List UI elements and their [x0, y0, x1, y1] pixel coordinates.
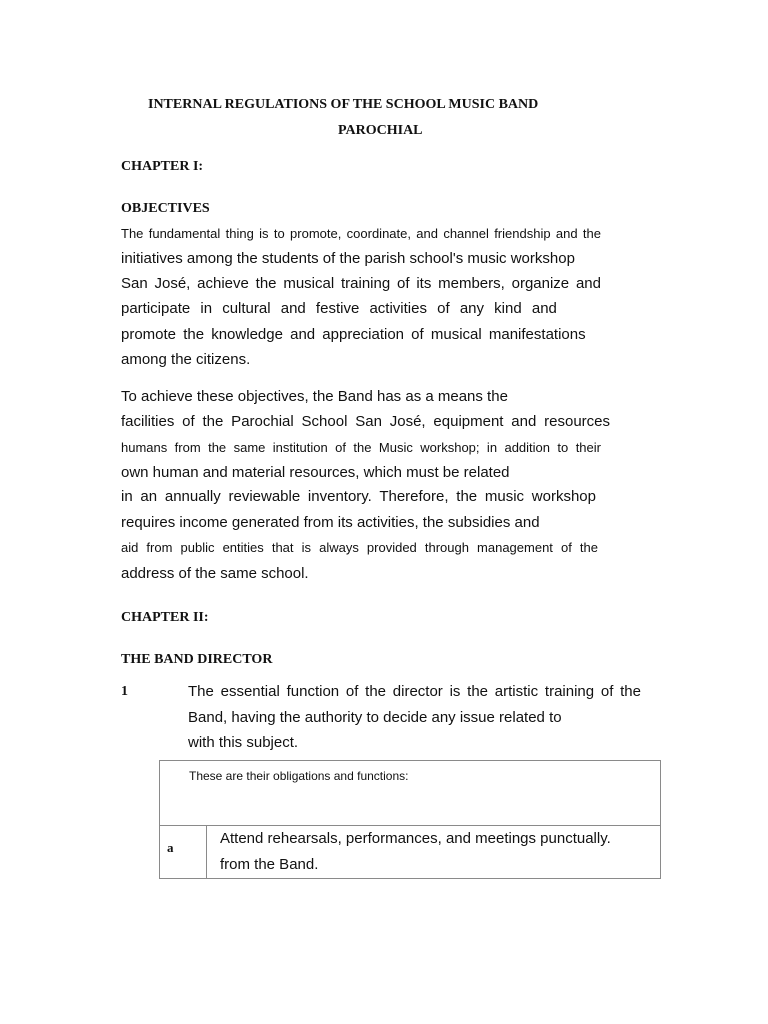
row-text-line: from the Band. [220, 856, 319, 873]
row-text-line: Attend rehearsals, performances, and meetings punctually. [220, 830, 611, 847]
obligations-header-text: These are their obligations and functions: [189, 769, 409, 783]
item-line: Band, having the authority to decide any issue related to [188, 709, 562, 726]
obligations-table [159, 760, 661, 879]
paragraph-line: humans from the same institution of the Music workshop; in addition to their [121, 440, 601, 455]
paragraph-line: own human and material resources, which must be related [121, 464, 510, 481]
paragraph-line: promote the knowledge and appreciation of musical manifestations [121, 326, 586, 343]
item-line: The essential function of the director is the artistic training of the [188, 683, 641, 700]
paragraph-line: initiatives among the students of the parish school's music workshop [121, 250, 575, 267]
table-row [160, 826, 661, 879]
chapter-1-heading: OBJECTIVES [121, 201, 210, 216]
paragraph-line: participate in cultural and festive activities of any kind and [121, 300, 557, 317]
paragraph-line: among the citizens. [121, 351, 251, 368]
obligations-table-header [160, 761, 661, 826]
paragraph-line: The fundamental thing is to promote, coordinate, and channel friendship and the [121, 226, 601, 241]
item-line: with this subject. [188, 734, 299, 751]
document-title: INTERNAL REGULATIONS OF THE SCHOOL MUSIC BAND [148, 97, 539, 112]
paragraph-line: aid from public entities that is always provided through management of the [121, 540, 598, 555]
chapter-1-label: CHAPTER I: [121, 159, 204, 174]
paragraph-line: address of the same school. [121, 565, 309, 582]
chapter-2-heading: THE BAND DIRECTOR [121, 652, 273, 667]
paragraph-line: San José, achieve the musical training of its members, organize and [121, 275, 601, 292]
document-subtitle: PAROCHIAL [338, 123, 423, 138]
paragraph-line: in an annually reviewable inventory. Therefore, the music workshop [121, 488, 596, 505]
row-letter-cell [160, 826, 207, 879]
paragraph-line: requires income generated from its activities, the subsidies and [121, 514, 540, 531]
chapter-2-label: CHAPTER II: [121, 610, 209, 625]
item-number: 1 [121, 684, 128, 699]
paragraph-line: To achieve these objectives, the Band has as a means the [121, 388, 508, 405]
paragraph-line: facilities of the Parochial School San José, equipment and resources [121, 413, 610, 430]
row-text-cell [207, 826, 661, 879]
row-letter: a [167, 840, 174, 855]
